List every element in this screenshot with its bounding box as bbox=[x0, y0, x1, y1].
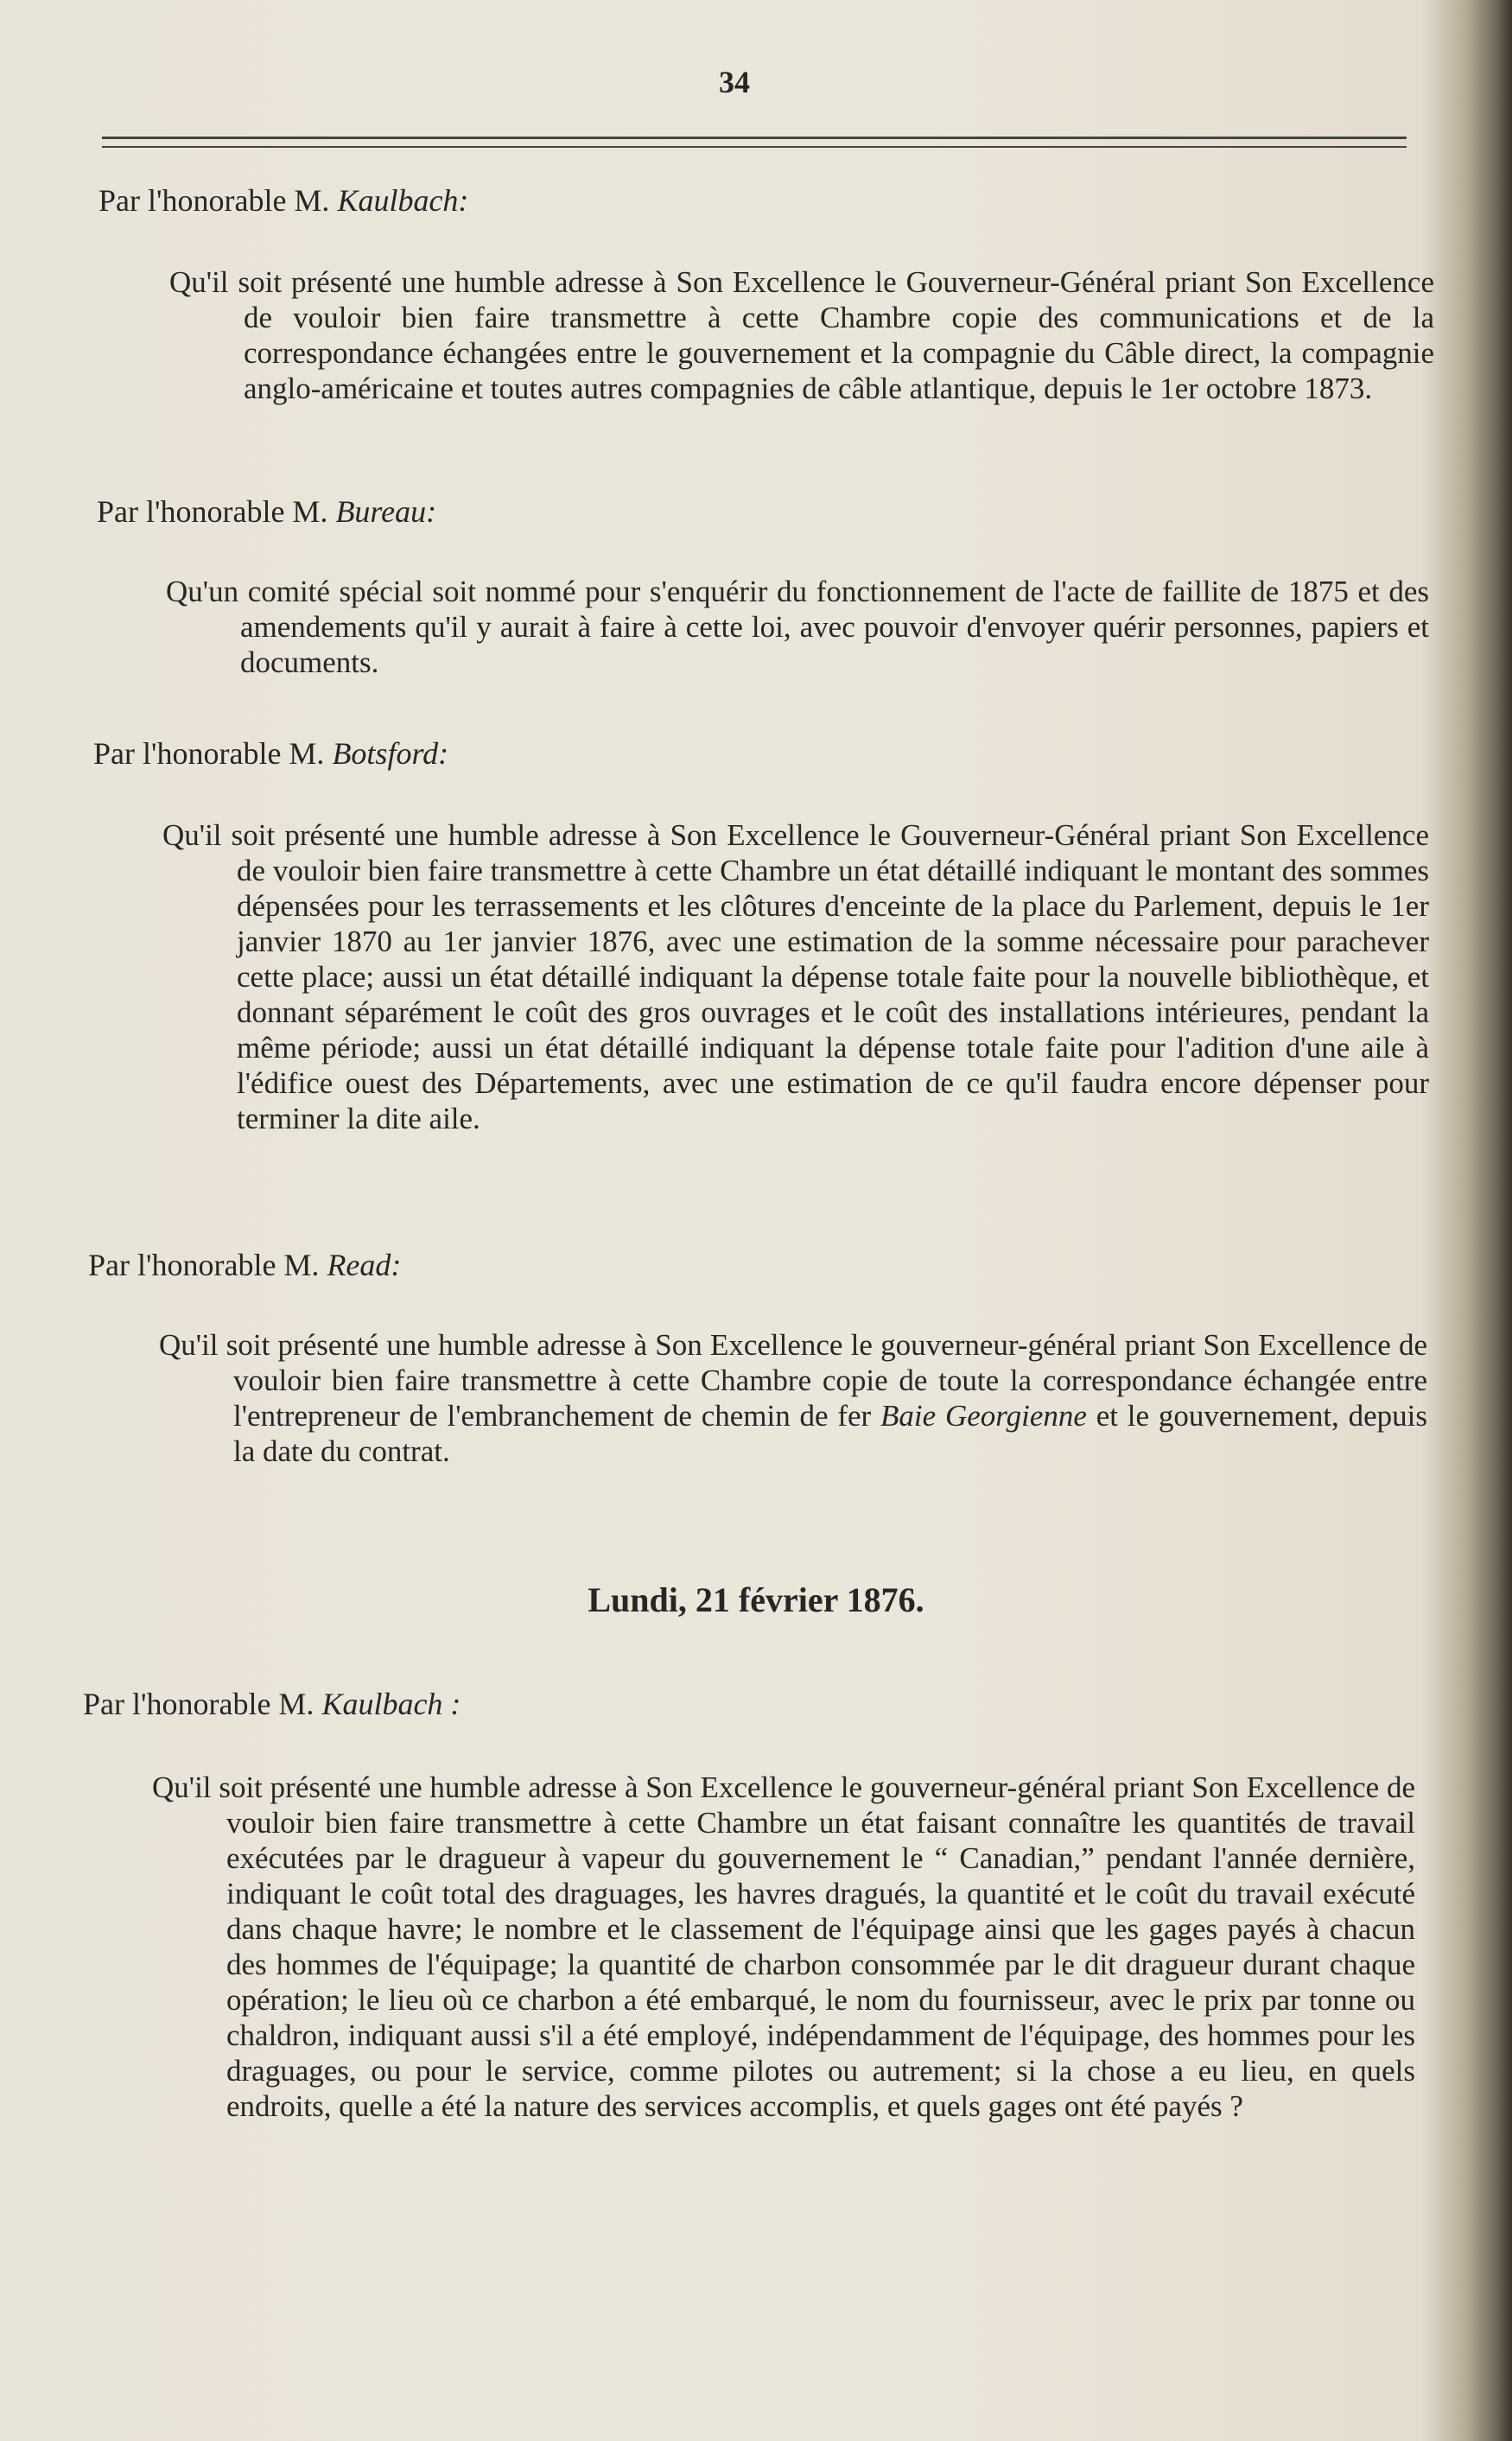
motion-section-kaulbach-dredging bbox=[0, 1685, 1512, 2124]
mover-line bbox=[88, 1246, 1512, 1284]
motion-text: Qu'il soit présenté une humble adresse à Son Excellence le gouverneur-général priant Son Excellence de vouloir bien faire transmettre à cette Chambre un état faisant connaître les quantités de travail exécutées par le dragueur à vapeur du gouvernement le “ Canadian,” pendant l'année dernière, indiquant le coût total des draguages, les havres dragués, la quantité et le coût du travail exécuté dans chaque havre; le nombre et le classement de l'équipage ainsi que les gages payés à chacun des hommes de l'équipage; la quantité de charbon consommée par le dit dragueur durant chaque opération; le lieu où ce charbon a été embarqué, le nom du fournisseur, avec le prix par tonne ou chaldron, indiquant aussi s'il a été employé, indépendamment de l'équipage, des hommes pour les draguages, ou pour le service, comme pilotes ou autrement; si la chose a eu lieu, en quels endroits, quelle a été la nature des services accomplis, et quels gages ont été payés ? bbox=[152, 1770, 1415, 2123]
mover-prefix: Par l'honorable M. bbox=[88, 1248, 320, 1282]
mover-line bbox=[83, 1685, 1512, 1723]
mover-line bbox=[97, 493, 1512, 531]
mover-line bbox=[98, 181, 1512, 219]
motion-text-start: Qu'il soit présenté une humble adresse à Son Excellence le gouverneur-général priant Son Excellence de vouloir bien faire transmettre à cette Chambre copie de toute la correspondance échangée entre l'entrepreneur de l'embranchement de chemin de fer bbox=[159, 1328, 1427, 1433]
mover-name: Kaulbach: bbox=[337, 183, 469, 218]
mover-name: Read: bbox=[327, 1248, 402, 1282]
date-heading: Lundi, 21 février 1876. bbox=[588, 1580, 924, 1619]
mover-line bbox=[93, 734, 1512, 772]
motion-section-read bbox=[0, 1246, 1512, 1469]
motion-section-kaulbach bbox=[0, 181, 1512, 406]
motion-section-botsford bbox=[0, 734, 1512, 1136]
mover-prefix: Par l'honorable M. bbox=[98, 183, 330, 218]
railway-name: Baie Georgienne bbox=[880, 1399, 1087, 1433]
mover-name: Kaulbach : bbox=[321, 1687, 461, 1721]
mover-name: Botsford: bbox=[332, 736, 449, 771]
page-number: 34 bbox=[719, 65, 750, 99]
mover-prefix: Par l'honorable M. bbox=[83, 1687, 314, 1721]
mover-name: Bureau: bbox=[335, 494, 437, 529]
motion-section-bureau bbox=[0, 493, 1512, 680]
motion-text-end: et le gouvernement, depuis la date du contrat. bbox=[233, 1399, 1427, 1468]
motion-text: Qu'un comité spécial soit nommé pour s'enquérir du fonctionnement de l'acte de faillite de 1875 et des amendements qu'il y aurait à faire à cette loi, avec pouvoir d'envoyer quérir personnes, papiers et documents. bbox=[166, 575, 1429, 679]
motion-text bbox=[159, 1327, 1427, 1469]
mover-prefix: Par l'honorable M. bbox=[93, 736, 325, 771]
mover-prefix: Par l'honorable M. bbox=[97, 494, 328, 529]
motion-text: Qu'il soit présenté une humble adresse à Son Excellence le Gouverneur-Général priant Son Excellence de vouloir bien faire transmettre à cette Chambre copie des communications et de la correspondance échangées entre le gouvernement et la compagnie du Câble direct, la compagnie anglo-américaine et toutes autres compagnies de câble atlantique, depuis le 1er octobre 1873. bbox=[169, 265, 1434, 405]
motion-text: Qu'il soit présenté une humble adresse à Son Excellence le Gouverneur-Général priant Son Excellence de vouloir bien faire transmettre à cette Chambre un état détaillé indiquant le montant des sommes dépensées pour les terrassements et les clôtures d'enceinte de la place du Parlement, depuis le 1er janvier 1870 au 1er janvier 1876, avec une estimation de la somme nécessaire pour parachever cette place; aussi un état détaillé indiquant la dépense totale faite pour la nouvelle bibliothèque, et donnant séparément le coût des gros ouvrages et le coût des installations intérieures, pendant la même période; aussi un état détaillé indiquant la dépense totale faite pour l'adition d'une aile à l'édifice ouest des Départements, avec une estimation de ce qu'il faudra encore dépenser pour terminer la dite aile. bbox=[162, 818, 1429, 1135]
header-rule bbox=[102, 137, 1407, 139]
header-rule-thin bbox=[102, 146, 1407, 148]
